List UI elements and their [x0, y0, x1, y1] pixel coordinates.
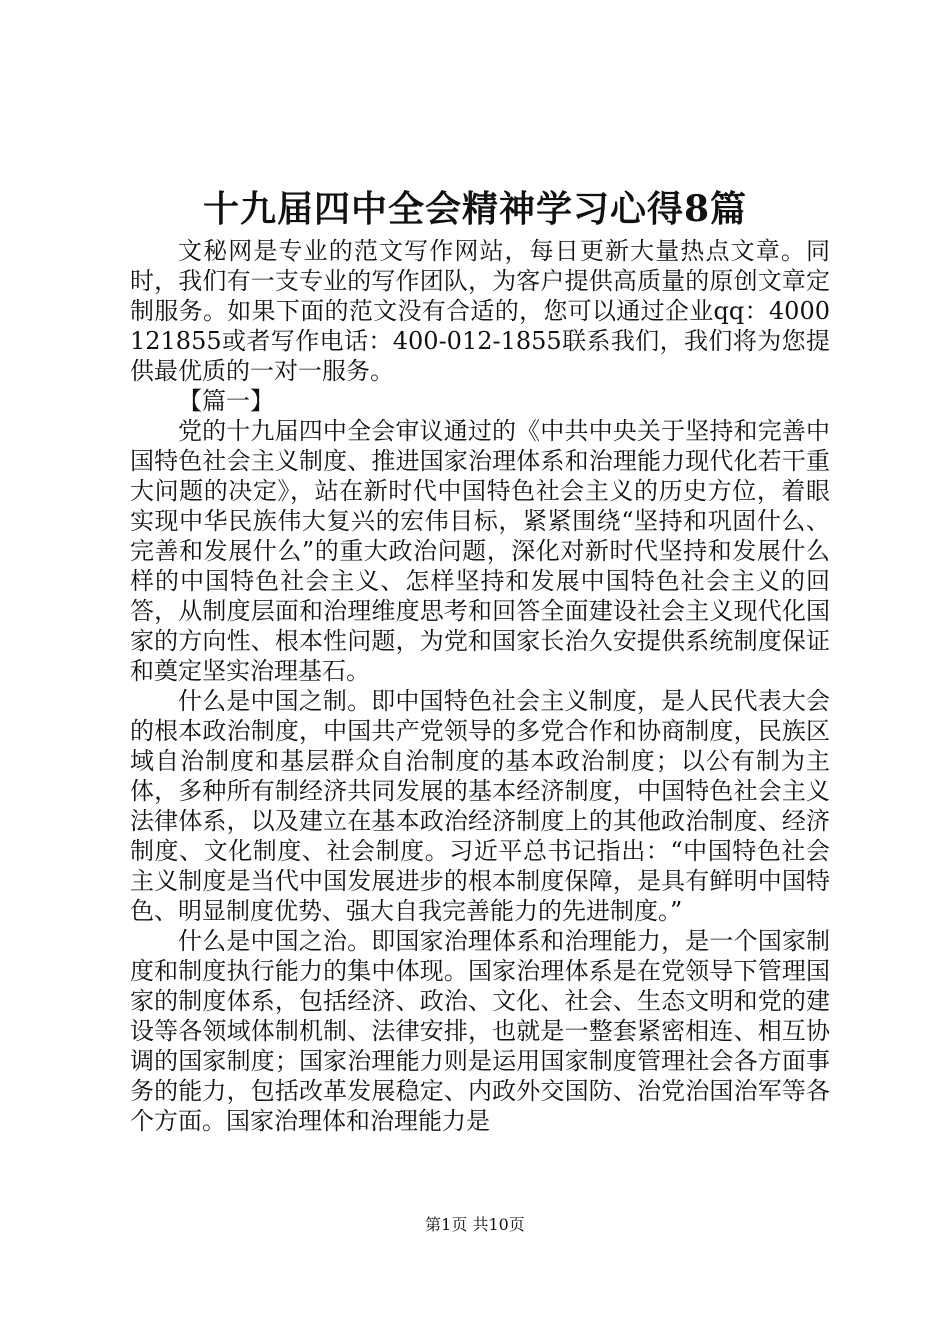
page-footer: 第1页 共10页 [425, 1215, 525, 1234]
intro-paragraph: 文秘网是专业的范文写作网站，每日更新大量热点文章。同时，我们有一支专业的写作团队，为客户提供高质量的原创文章定制服务。如果下面的范文没有合适的，您可以通过企业qq：4000121855或者写作电话：400-012-1855联系我们，我们将为您提供最优质的一对一服务。 [130, 237, 830, 385]
body-paragraph: 什么是中国之制。即中国特色社会主义制度，是人民代表大会的根本政治制度，中国共产党领导的多党合作和协商制度，民族区域自治制度和基层群众自治制度的基本政治制度；以公有制为主体，多种所有制经济共同发展的基本经济制度，中国特色社会主义法律体系，以及建立在基本政治经济制度上的其他政治制度、经济制度、文化制度、社会制度。习近平总书记指出：“中国特色社会主义制度是当代中国发展进步的根本制度保障，是具有鲜明中国特色、明显制度优势、强大自我完善能力的先进制度。” [130, 687, 830, 925]
body-paragraph: 党的十九届四中全会审议通过的《中共中央关于坚持和完善中国特色社会主义制度、推进国家治理体系和治理能力现代化若干重大问题的决定》，站在新时代中国特色社会主义的历史方位，着眼实现中华民族伟大复兴的宏伟目标，紧紧围绕“坚持和巩固什么、完善和发展什么”的重大政治问题，深化对新时代坚持和发展什么样的中国特色社会主义、怎样坚持和发展中国特色社会主义的回答，从制度层面和治理维度思考和回答全面建设社会主义现代化国家的方向性、根本性问题，为党和国家长治久安提供系统制度保证和奠定坚实治理基石。 [130, 417, 830, 685]
section-label: 【篇一】 [178, 387, 274, 415]
body-paragraph: 什么是中国之治。即国家治理体系和治理能力，是一个国家制度和制度执行能力的集中体现。国家治理体系是在党领导下管理国家的制度体系，包括经济、政治、文化、社会、生态文明和党的建设等各领域体制机制、法律安排，也就是一整套紧密相连、相互协调的国家制度；国家治理能力则是运用国家制度管理社会各方面事务的能力，包括改革发展稳定、内政外交国防、治党治国治军等各个方面。国家治理体和治理能力是 [130, 927, 830, 1135]
document-title: 十九届四中全会精神学习心得8篇 [202, 188, 748, 230]
document-body [130, 236, 830, 1136]
